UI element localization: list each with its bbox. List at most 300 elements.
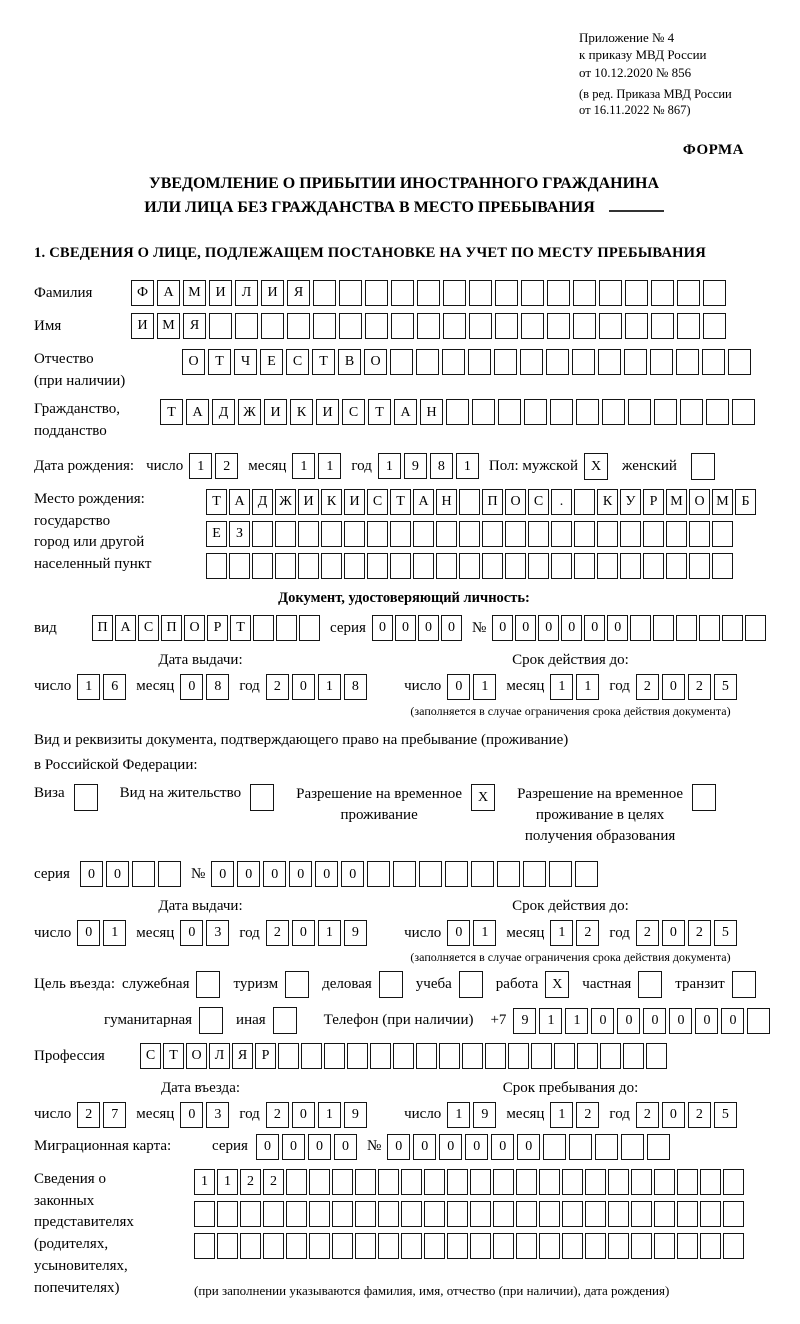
char-cell[interactable] bbox=[194, 1233, 215, 1259]
char-cell[interactable] bbox=[539, 1169, 560, 1195]
purpose-other-checkbox[interactable] bbox=[273, 1007, 297, 1034]
char-cell[interactable]: 0 bbox=[256, 1134, 279, 1160]
char-cell[interactable] bbox=[286, 1233, 307, 1259]
char-cell[interactable] bbox=[339, 280, 362, 306]
char-cell[interactable]: 0 bbox=[80, 861, 103, 887]
char-cell[interactable] bbox=[355, 1233, 376, 1259]
char-cell[interactable] bbox=[498, 399, 521, 425]
char-cell[interactable] bbox=[370, 1043, 391, 1069]
char-cell[interactable] bbox=[576, 399, 599, 425]
char-cell[interactable] bbox=[367, 861, 390, 887]
char-cell[interactable] bbox=[643, 553, 664, 579]
char-cell[interactable]: 5 bbox=[714, 674, 737, 700]
char-cell[interactable] bbox=[261, 313, 284, 339]
char-cell[interactable] bbox=[700, 1201, 721, 1227]
char-cell[interactable]: Д bbox=[212, 399, 235, 425]
char-cell[interactable] bbox=[252, 553, 273, 579]
char-cell[interactable]: 1 bbox=[194, 1169, 215, 1195]
char-cell[interactable] bbox=[520, 349, 543, 375]
char-cell[interactable]: С bbox=[286, 349, 309, 375]
char-cell[interactable]: 2 bbox=[636, 1102, 659, 1128]
char-cell[interactable] bbox=[424, 1201, 445, 1227]
char-cell[interactable] bbox=[390, 521, 411, 547]
residence-permit-checkbox[interactable] bbox=[250, 784, 274, 811]
char-cell[interactable]: 0 bbox=[447, 920, 470, 946]
char-cell[interactable]: 9 bbox=[344, 1102, 367, 1128]
char-cell[interactable]: Ж bbox=[275, 489, 296, 515]
char-cell[interactable]: 0 bbox=[289, 861, 312, 887]
char-cell[interactable]: О bbox=[182, 349, 205, 375]
char-cell[interactable] bbox=[574, 489, 595, 515]
char-cell[interactable] bbox=[554, 1043, 575, 1069]
char-cell[interactable] bbox=[321, 553, 342, 579]
char-cell[interactable] bbox=[572, 349, 595, 375]
char-cell[interactable] bbox=[263, 1233, 284, 1259]
char-cell[interactable]: П bbox=[92, 615, 113, 641]
char-cell[interactable] bbox=[643, 521, 664, 547]
char-cell[interactable]: Р bbox=[255, 1043, 276, 1069]
char-cell[interactable] bbox=[309, 1233, 330, 1259]
char-cell[interactable] bbox=[332, 1233, 353, 1259]
char-cell[interactable] bbox=[206, 553, 227, 579]
char-cell[interactable] bbox=[625, 280, 648, 306]
sex-male-checkbox[interactable]: X bbox=[584, 453, 608, 480]
char-cell[interactable] bbox=[378, 1169, 399, 1195]
char-cell[interactable]: К bbox=[290, 399, 313, 425]
char-cell[interactable] bbox=[543, 1134, 566, 1160]
char-cell[interactable]: И bbox=[298, 489, 319, 515]
char-cell[interactable]: 0 bbox=[106, 861, 129, 887]
char-cell[interactable]: Д bbox=[252, 489, 273, 515]
char-cell[interactable]: М bbox=[157, 313, 180, 339]
char-cell[interactable]: 0 bbox=[180, 1102, 203, 1128]
char-cell[interactable]: 0 bbox=[492, 615, 513, 641]
char-cell[interactable]: 0 bbox=[441, 615, 462, 641]
char-cell[interactable] bbox=[494, 349, 517, 375]
char-cell[interactable] bbox=[442, 349, 465, 375]
char-cell[interactable] bbox=[324, 1043, 345, 1069]
char-cell[interactable] bbox=[417, 280, 440, 306]
char-cell[interactable]: 0 bbox=[372, 615, 393, 641]
char-cell[interactable] bbox=[531, 1043, 552, 1069]
char-cell[interactable] bbox=[625, 313, 648, 339]
char-cell[interactable] bbox=[745, 615, 766, 641]
char-cell[interactable] bbox=[470, 1169, 491, 1195]
char-cell[interactable]: П bbox=[161, 615, 182, 641]
char-cell[interactable] bbox=[528, 553, 549, 579]
char-cell[interactable] bbox=[493, 1201, 514, 1227]
char-cell[interactable]: Е bbox=[260, 349, 283, 375]
char-cell[interactable] bbox=[158, 861, 181, 887]
char-cell[interactable] bbox=[620, 553, 641, 579]
char-cell[interactable] bbox=[702, 349, 725, 375]
char-cell[interactable] bbox=[505, 521, 526, 547]
char-cell[interactable] bbox=[703, 313, 726, 339]
char-cell[interactable]: Т bbox=[206, 489, 227, 515]
char-cell[interactable]: 0 bbox=[662, 674, 685, 700]
char-cell[interactable]: П bbox=[482, 489, 503, 515]
char-cell[interactable]: 0 bbox=[662, 1102, 685, 1128]
char-cell[interactable] bbox=[459, 521, 480, 547]
char-cell[interactable]: 1 bbox=[550, 674, 573, 700]
char-cell[interactable] bbox=[378, 1233, 399, 1259]
char-cell[interactable]: А bbox=[229, 489, 250, 515]
purpose-work-checkbox[interactable]: X bbox=[545, 971, 569, 998]
char-cell[interactable]: О bbox=[364, 349, 387, 375]
char-cell[interactable]: 0 bbox=[387, 1134, 410, 1160]
char-cell[interactable] bbox=[539, 1201, 560, 1227]
char-cell[interactable] bbox=[516, 1201, 537, 1227]
char-cell[interactable] bbox=[516, 1169, 537, 1195]
char-cell[interactable]: Т bbox=[390, 489, 411, 515]
char-cell[interactable] bbox=[209, 313, 232, 339]
char-cell[interactable] bbox=[132, 861, 155, 887]
char-cell[interactable] bbox=[439, 1043, 460, 1069]
char-cell[interactable]: 0 bbox=[211, 861, 234, 887]
char-cell[interactable] bbox=[332, 1169, 353, 1195]
char-cell[interactable] bbox=[677, 1201, 698, 1227]
char-cell[interactable]: 0 bbox=[180, 674, 203, 700]
char-cell[interactable] bbox=[574, 553, 595, 579]
char-cell[interactable] bbox=[287, 313, 310, 339]
char-cell[interactable] bbox=[631, 1233, 652, 1259]
char-cell[interactable] bbox=[417, 313, 440, 339]
char-cell[interactable]: И bbox=[209, 280, 232, 306]
char-cell[interactable] bbox=[630, 615, 651, 641]
char-cell[interactable]: Т bbox=[163, 1043, 184, 1069]
char-cell[interactable] bbox=[521, 313, 544, 339]
char-cell[interactable] bbox=[391, 280, 414, 306]
char-cell[interactable] bbox=[597, 553, 618, 579]
char-cell[interactable] bbox=[651, 280, 674, 306]
char-cell[interactable]: 1 bbox=[292, 453, 315, 479]
char-cell[interactable] bbox=[562, 1233, 583, 1259]
char-cell[interactable]: 1 bbox=[189, 453, 212, 479]
char-cell[interactable]: 0 bbox=[418, 615, 439, 641]
char-cell[interactable] bbox=[470, 1201, 491, 1227]
char-cell[interactable]: 0 bbox=[334, 1134, 357, 1160]
char-cell[interactable]: 1 bbox=[456, 453, 479, 479]
char-cell[interactable]: 2 bbox=[636, 920, 659, 946]
char-cell[interactable] bbox=[469, 313, 492, 339]
char-cell[interactable]: Я bbox=[232, 1043, 253, 1069]
char-cell[interactable] bbox=[723, 1201, 744, 1227]
char-cell[interactable]: 1 bbox=[550, 920, 573, 946]
char-cell[interactable]: Т bbox=[230, 615, 251, 641]
char-cell[interactable]: С bbox=[367, 489, 388, 515]
char-cell[interactable]: 2 bbox=[240, 1169, 261, 1195]
char-cell[interactable]: 0 bbox=[721, 1008, 744, 1034]
char-cell[interactable]: 1 bbox=[318, 920, 341, 946]
char-cell[interactable] bbox=[298, 521, 319, 547]
char-cell[interactable] bbox=[585, 1233, 606, 1259]
char-cell[interactable] bbox=[493, 1169, 514, 1195]
char-cell[interactable] bbox=[624, 349, 647, 375]
char-cell[interactable] bbox=[706, 399, 729, 425]
char-cell[interactable]: А bbox=[157, 280, 180, 306]
char-cell[interactable] bbox=[217, 1201, 238, 1227]
char-cell[interactable] bbox=[482, 553, 503, 579]
char-cell[interactable] bbox=[728, 349, 751, 375]
char-cell[interactable] bbox=[712, 521, 733, 547]
char-cell[interactable]: 1 bbox=[217, 1169, 238, 1195]
char-cell[interactable] bbox=[654, 1201, 675, 1227]
char-cell[interactable]: 8 bbox=[430, 453, 453, 479]
char-cell[interactable] bbox=[347, 1043, 368, 1069]
char-cell[interactable] bbox=[443, 313, 466, 339]
char-cell[interactable]: 0 bbox=[561, 615, 582, 641]
char-cell[interactable]: 0 bbox=[292, 920, 315, 946]
char-cell[interactable] bbox=[459, 489, 480, 515]
char-cell[interactable]: Л bbox=[235, 280, 258, 306]
char-cell[interactable] bbox=[666, 521, 687, 547]
char-cell[interactable] bbox=[401, 1169, 422, 1195]
char-cell[interactable] bbox=[549, 861, 572, 887]
char-cell[interactable] bbox=[654, 1169, 675, 1195]
char-cell[interactable] bbox=[599, 313, 622, 339]
char-cell[interactable] bbox=[472, 399, 495, 425]
char-cell[interactable]: 0 bbox=[515, 615, 536, 641]
char-cell[interactable]: М bbox=[712, 489, 733, 515]
char-cell[interactable] bbox=[309, 1169, 330, 1195]
char-cell[interactable]: И bbox=[261, 280, 284, 306]
char-cell[interactable] bbox=[505, 553, 526, 579]
char-cell[interactable]: 0 bbox=[341, 861, 364, 887]
char-cell[interactable] bbox=[562, 1201, 583, 1227]
char-cell[interactable] bbox=[608, 1201, 629, 1227]
char-cell[interactable] bbox=[595, 1134, 618, 1160]
char-cell[interactable] bbox=[539, 1233, 560, 1259]
char-cell[interactable] bbox=[654, 399, 677, 425]
char-cell[interactable]: Я bbox=[183, 313, 206, 339]
char-cell[interactable] bbox=[689, 521, 710, 547]
char-cell[interactable]: 8 bbox=[344, 674, 367, 700]
char-cell[interactable] bbox=[393, 1043, 414, 1069]
char-cell[interactable]: Р bbox=[643, 489, 664, 515]
char-cell[interactable] bbox=[574, 521, 595, 547]
char-cell[interactable] bbox=[393, 861, 416, 887]
char-cell[interactable]: 1 bbox=[77, 674, 100, 700]
char-cell[interactable] bbox=[355, 1201, 376, 1227]
char-cell[interactable]: 1 bbox=[539, 1008, 562, 1034]
char-cell[interactable]: 0 bbox=[584, 615, 605, 641]
char-cell[interactable] bbox=[712, 553, 733, 579]
char-cell[interactable] bbox=[419, 861, 442, 887]
char-cell[interactable] bbox=[462, 1043, 483, 1069]
char-cell[interactable] bbox=[547, 313, 570, 339]
char-cell[interactable]: О bbox=[505, 489, 526, 515]
char-cell[interactable] bbox=[623, 1043, 644, 1069]
char-cell[interactable]: 0 bbox=[591, 1008, 614, 1034]
char-cell[interactable]: 9 bbox=[404, 453, 427, 479]
char-cell[interactable] bbox=[508, 1043, 529, 1069]
char-cell[interactable] bbox=[416, 349, 439, 375]
char-cell[interactable] bbox=[677, 313, 700, 339]
char-cell[interactable] bbox=[339, 313, 362, 339]
char-cell[interactable] bbox=[332, 1201, 353, 1227]
char-cell[interactable]: Т bbox=[160, 399, 183, 425]
char-cell[interactable]: 0 bbox=[662, 920, 685, 946]
char-cell[interactable]: 1 bbox=[318, 674, 341, 700]
char-cell[interactable] bbox=[229, 553, 250, 579]
char-cell[interactable]: О bbox=[184, 615, 205, 641]
char-cell[interactable]: 1 bbox=[447, 1102, 470, 1128]
char-cell[interactable]: И bbox=[131, 313, 154, 339]
char-cell[interactable]: 5 bbox=[714, 1102, 737, 1128]
char-cell[interactable] bbox=[700, 1169, 721, 1195]
char-cell[interactable]: 2 bbox=[266, 920, 289, 946]
char-cell[interactable] bbox=[469, 280, 492, 306]
char-cell[interactable]: 0 bbox=[538, 615, 559, 641]
char-cell[interactable] bbox=[577, 1043, 598, 1069]
char-cell[interactable] bbox=[516, 1233, 537, 1259]
char-cell[interactable]: 1 bbox=[550, 1102, 573, 1128]
char-cell[interactable]: 1 bbox=[318, 1102, 341, 1128]
char-cell[interactable] bbox=[401, 1201, 422, 1227]
char-cell[interactable] bbox=[391, 313, 414, 339]
char-cell[interactable]: Т bbox=[312, 349, 335, 375]
char-cell[interactable]: 0 bbox=[491, 1134, 514, 1160]
char-cell[interactable] bbox=[551, 553, 572, 579]
char-cell[interactable] bbox=[344, 553, 365, 579]
temp-residence-education-checkbox[interactable] bbox=[692, 784, 716, 811]
purpose-humanitarian-checkbox[interactable] bbox=[199, 1007, 223, 1034]
char-cell[interactable]: С bbox=[140, 1043, 161, 1069]
char-cell[interactable] bbox=[722, 615, 743, 641]
char-cell[interactable]: 0 bbox=[263, 861, 286, 887]
char-cell[interactable]: К bbox=[321, 489, 342, 515]
char-cell[interactable] bbox=[677, 1169, 698, 1195]
char-cell[interactable] bbox=[732, 399, 755, 425]
char-cell[interactable] bbox=[585, 1201, 606, 1227]
char-cell[interactable] bbox=[263, 1201, 284, 1227]
char-cell[interactable]: О bbox=[186, 1043, 207, 1069]
visa-checkbox[interactable] bbox=[74, 784, 98, 811]
char-cell[interactable] bbox=[599, 280, 622, 306]
char-cell[interactable]: 0 bbox=[395, 615, 416, 641]
char-cell[interactable]: 2 bbox=[688, 920, 711, 946]
char-cell[interactable] bbox=[521, 280, 544, 306]
char-cell[interactable]: 2 bbox=[77, 1102, 100, 1128]
char-cell[interactable]: . bbox=[551, 489, 572, 515]
char-cell[interactable] bbox=[653, 615, 674, 641]
char-cell[interactable]: 0 bbox=[315, 861, 338, 887]
char-cell[interactable]: А bbox=[186, 399, 209, 425]
char-cell[interactable]: 3 bbox=[206, 1102, 229, 1128]
char-cell[interactable]: 0 bbox=[517, 1134, 540, 1160]
char-cell[interactable] bbox=[497, 861, 520, 887]
char-cell[interactable]: 3 bbox=[206, 920, 229, 946]
char-cell[interactable] bbox=[443, 280, 466, 306]
char-cell[interactable] bbox=[528, 521, 549, 547]
char-cell[interactable]: Л bbox=[209, 1043, 230, 1069]
char-cell[interactable]: А bbox=[115, 615, 136, 641]
char-cell[interactable] bbox=[367, 553, 388, 579]
char-cell[interactable]: Ф bbox=[131, 280, 154, 306]
char-cell[interactable]: 7 bbox=[103, 1102, 126, 1128]
char-cell[interactable] bbox=[689, 553, 710, 579]
char-cell[interactable] bbox=[676, 349, 699, 375]
char-cell[interactable]: З bbox=[229, 521, 250, 547]
purpose-business-checkbox[interactable] bbox=[379, 971, 403, 998]
char-cell[interactable] bbox=[700, 1233, 721, 1259]
char-cell[interactable]: 0 bbox=[617, 1008, 640, 1034]
char-cell[interactable]: И bbox=[316, 399, 339, 425]
char-cell[interactable] bbox=[703, 280, 726, 306]
char-cell[interactable] bbox=[654, 1233, 675, 1259]
char-cell[interactable]: 1 bbox=[576, 674, 599, 700]
char-cell[interactable] bbox=[413, 521, 434, 547]
char-cell[interactable] bbox=[401, 1233, 422, 1259]
char-cell[interactable] bbox=[299, 615, 320, 641]
char-cell[interactable] bbox=[344, 521, 365, 547]
char-cell[interactable]: А bbox=[394, 399, 417, 425]
char-cell[interactable]: 0 bbox=[308, 1134, 331, 1160]
char-cell[interactable]: 2 bbox=[263, 1169, 284, 1195]
char-cell[interactable]: Р bbox=[207, 615, 228, 641]
char-cell[interactable] bbox=[240, 1233, 261, 1259]
char-cell[interactable] bbox=[495, 280, 518, 306]
char-cell[interactable]: Ж bbox=[238, 399, 261, 425]
char-cell[interactable] bbox=[286, 1201, 307, 1227]
char-cell[interactable] bbox=[235, 313, 258, 339]
char-cell[interactable] bbox=[608, 1169, 629, 1195]
char-cell[interactable]: 9 bbox=[473, 1102, 496, 1128]
char-cell[interactable] bbox=[278, 1043, 299, 1069]
char-cell[interactable]: 2 bbox=[576, 1102, 599, 1128]
char-cell[interactable]: Ч bbox=[234, 349, 257, 375]
char-cell[interactable] bbox=[378, 1201, 399, 1227]
char-cell[interactable]: И bbox=[344, 489, 365, 515]
char-cell[interactable] bbox=[495, 313, 518, 339]
char-cell[interactable] bbox=[575, 861, 598, 887]
char-cell[interactable] bbox=[416, 1043, 437, 1069]
char-cell[interactable] bbox=[424, 1169, 445, 1195]
char-cell[interactable] bbox=[621, 1134, 644, 1160]
purpose-official-checkbox[interactable] bbox=[196, 971, 220, 998]
char-cell[interactable]: О bbox=[689, 489, 710, 515]
char-cell[interactable] bbox=[723, 1169, 744, 1195]
char-cell[interactable] bbox=[628, 399, 651, 425]
char-cell[interactable] bbox=[493, 1233, 514, 1259]
char-cell[interactable]: 1 bbox=[565, 1008, 588, 1034]
char-cell[interactable]: Е bbox=[206, 521, 227, 547]
char-cell[interactable]: С bbox=[342, 399, 365, 425]
char-cell[interactable]: С bbox=[528, 489, 549, 515]
char-cell[interactable]: 0 bbox=[413, 1134, 436, 1160]
purpose-transit-checkbox[interactable] bbox=[732, 971, 756, 998]
char-cell[interactable] bbox=[485, 1043, 506, 1069]
char-cell[interactable]: 0 bbox=[447, 674, 470, 700]
char-cell[interactable]: 5 bbox=[714, 920, 737, 946]
char-cell[interactable]: В bbox=[338, 349, 361, 375]
char-cell[interactable] bbox=[598, 349, 621, 375]
char-cell[interactable]: 0 bbox=[669, 1008, 692, 1034]
char-cell[interactable] bbox=[602, 399, 625, 425]
char-cell[interactable]: 0 bbox=[292, 1102, 315, 1128]
char-cell[interactable]: Я bbox=[287, 280, 310, 306]
char-cell[interactable] bbox=[569, 1134, 592, 1160]
char-cell[interactable] bbox=[286, 1169, 307, 1195]
char-cell[interactable] bbox=[585, 1169, 606, 1195]
char-cell[interactable]: 0 bbox=[465, 1134, 488, 1160]
char-cell[interactable] bbox=[365, 280, 388, 306]
char-cell[interactable] bbox=[677, 1233, 698, 1259]
char-cell[interactable]: 1 bbox=[473, 674, 496, 700]
purpose-private-checkbox[interactable] bbox=[638, 971, 662, 998]
char-cell[interactable] bbox=[550, 399, 573, 425]
char-cell[interactable] bbox=[620, 521, 641, 547]
